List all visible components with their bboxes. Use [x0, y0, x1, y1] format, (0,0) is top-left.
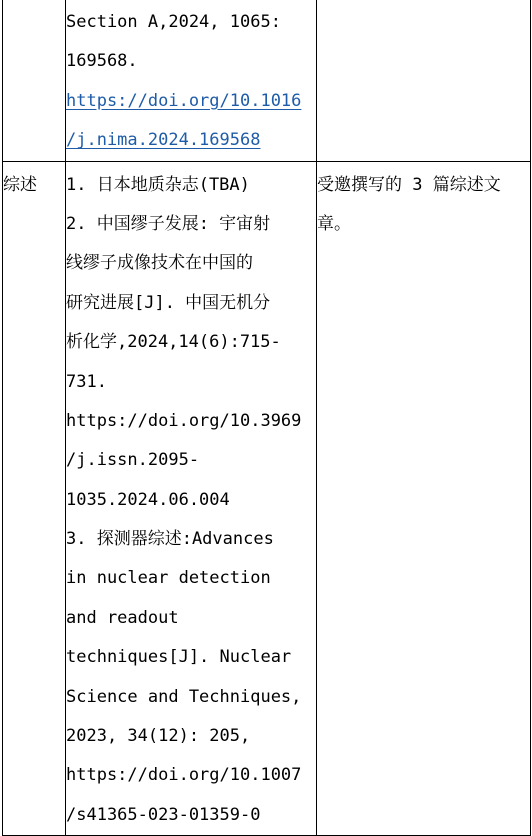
note-cell	[317, 0, 531, 161]
reference-line: /j.issn.2095-	[66, 450, 200, 471]
row-label-cell	[3, 0, 66, 161]
reference-line: and readout	[66, 607, 179, 628]
reference-line: 169568.	[66, 51, 138, 72]
note-line: 受邀撰写的 3 篇综述文	[317, 174, 501, 195]
table-row	[3, 161, 531, 836]
reference-line: techniques[J]. Nuclear	[66, 647, 292, 668]
doi-link[interactable]: /j.nima.2024.169568	[66, 130, 261, 151]
reference-line: 1035.2024.06.004	[66, 489, 230, 510]
note-cell	[317, 161, 531, 836]
row-label: 综述	[3, 174, 37, 195]
reference-line: /s41365-023-01359-0	[66, 804, 261, 825]
row-label-cell	[3, 161, 66, 836]
reference-line: in nuclear detection	[66, 568, 271, 589]
reference-line: 1. 日本地质杂志(TBA)	[66, 174, 250, 195]
reference-line: 线缪子成像技术在中国的	[66, 253, 253, 274]
reference-line: https://doi.org/10.3969	[66, 410, 302, 431]
reference-line: 析化学,2024,14(6):715-	[66, 332, 281, 353]
reference-line: https://doi.org/10.1007	[66, 765, 302, 786]
reference-line: 3. 探测器综述:Advances	[66, 529, 274, 550]
achievements-table	[2, 0, 531, 836]
reference-line: 2. 中国缪子发展: 宇宙射	[66, 213, 271, 234]
reference-line: 731.	[66, 371, 107, 392]
reference-line: 2023, 34(12): 205,	[66, 726, 251, 747]
reference-cell	[66, 0, 317, 161]
reference-line: 研究进展[J]. 中国无机分	[66, 292, 271, 313]
note-line: 章。	[317, 213, 351, 234]
table-row	[3, 0, 531, 161]
reference-line: Science and Techniques,	[66, 686, 302, 707]
reference-line: Section A,2024, 1065:	[66, 12, 281, 32]
doi-link[interactable]: https://doi.org/10.1016	[66, 90, 302, 111]
reference-cell	[66, 161, 317, 836]
